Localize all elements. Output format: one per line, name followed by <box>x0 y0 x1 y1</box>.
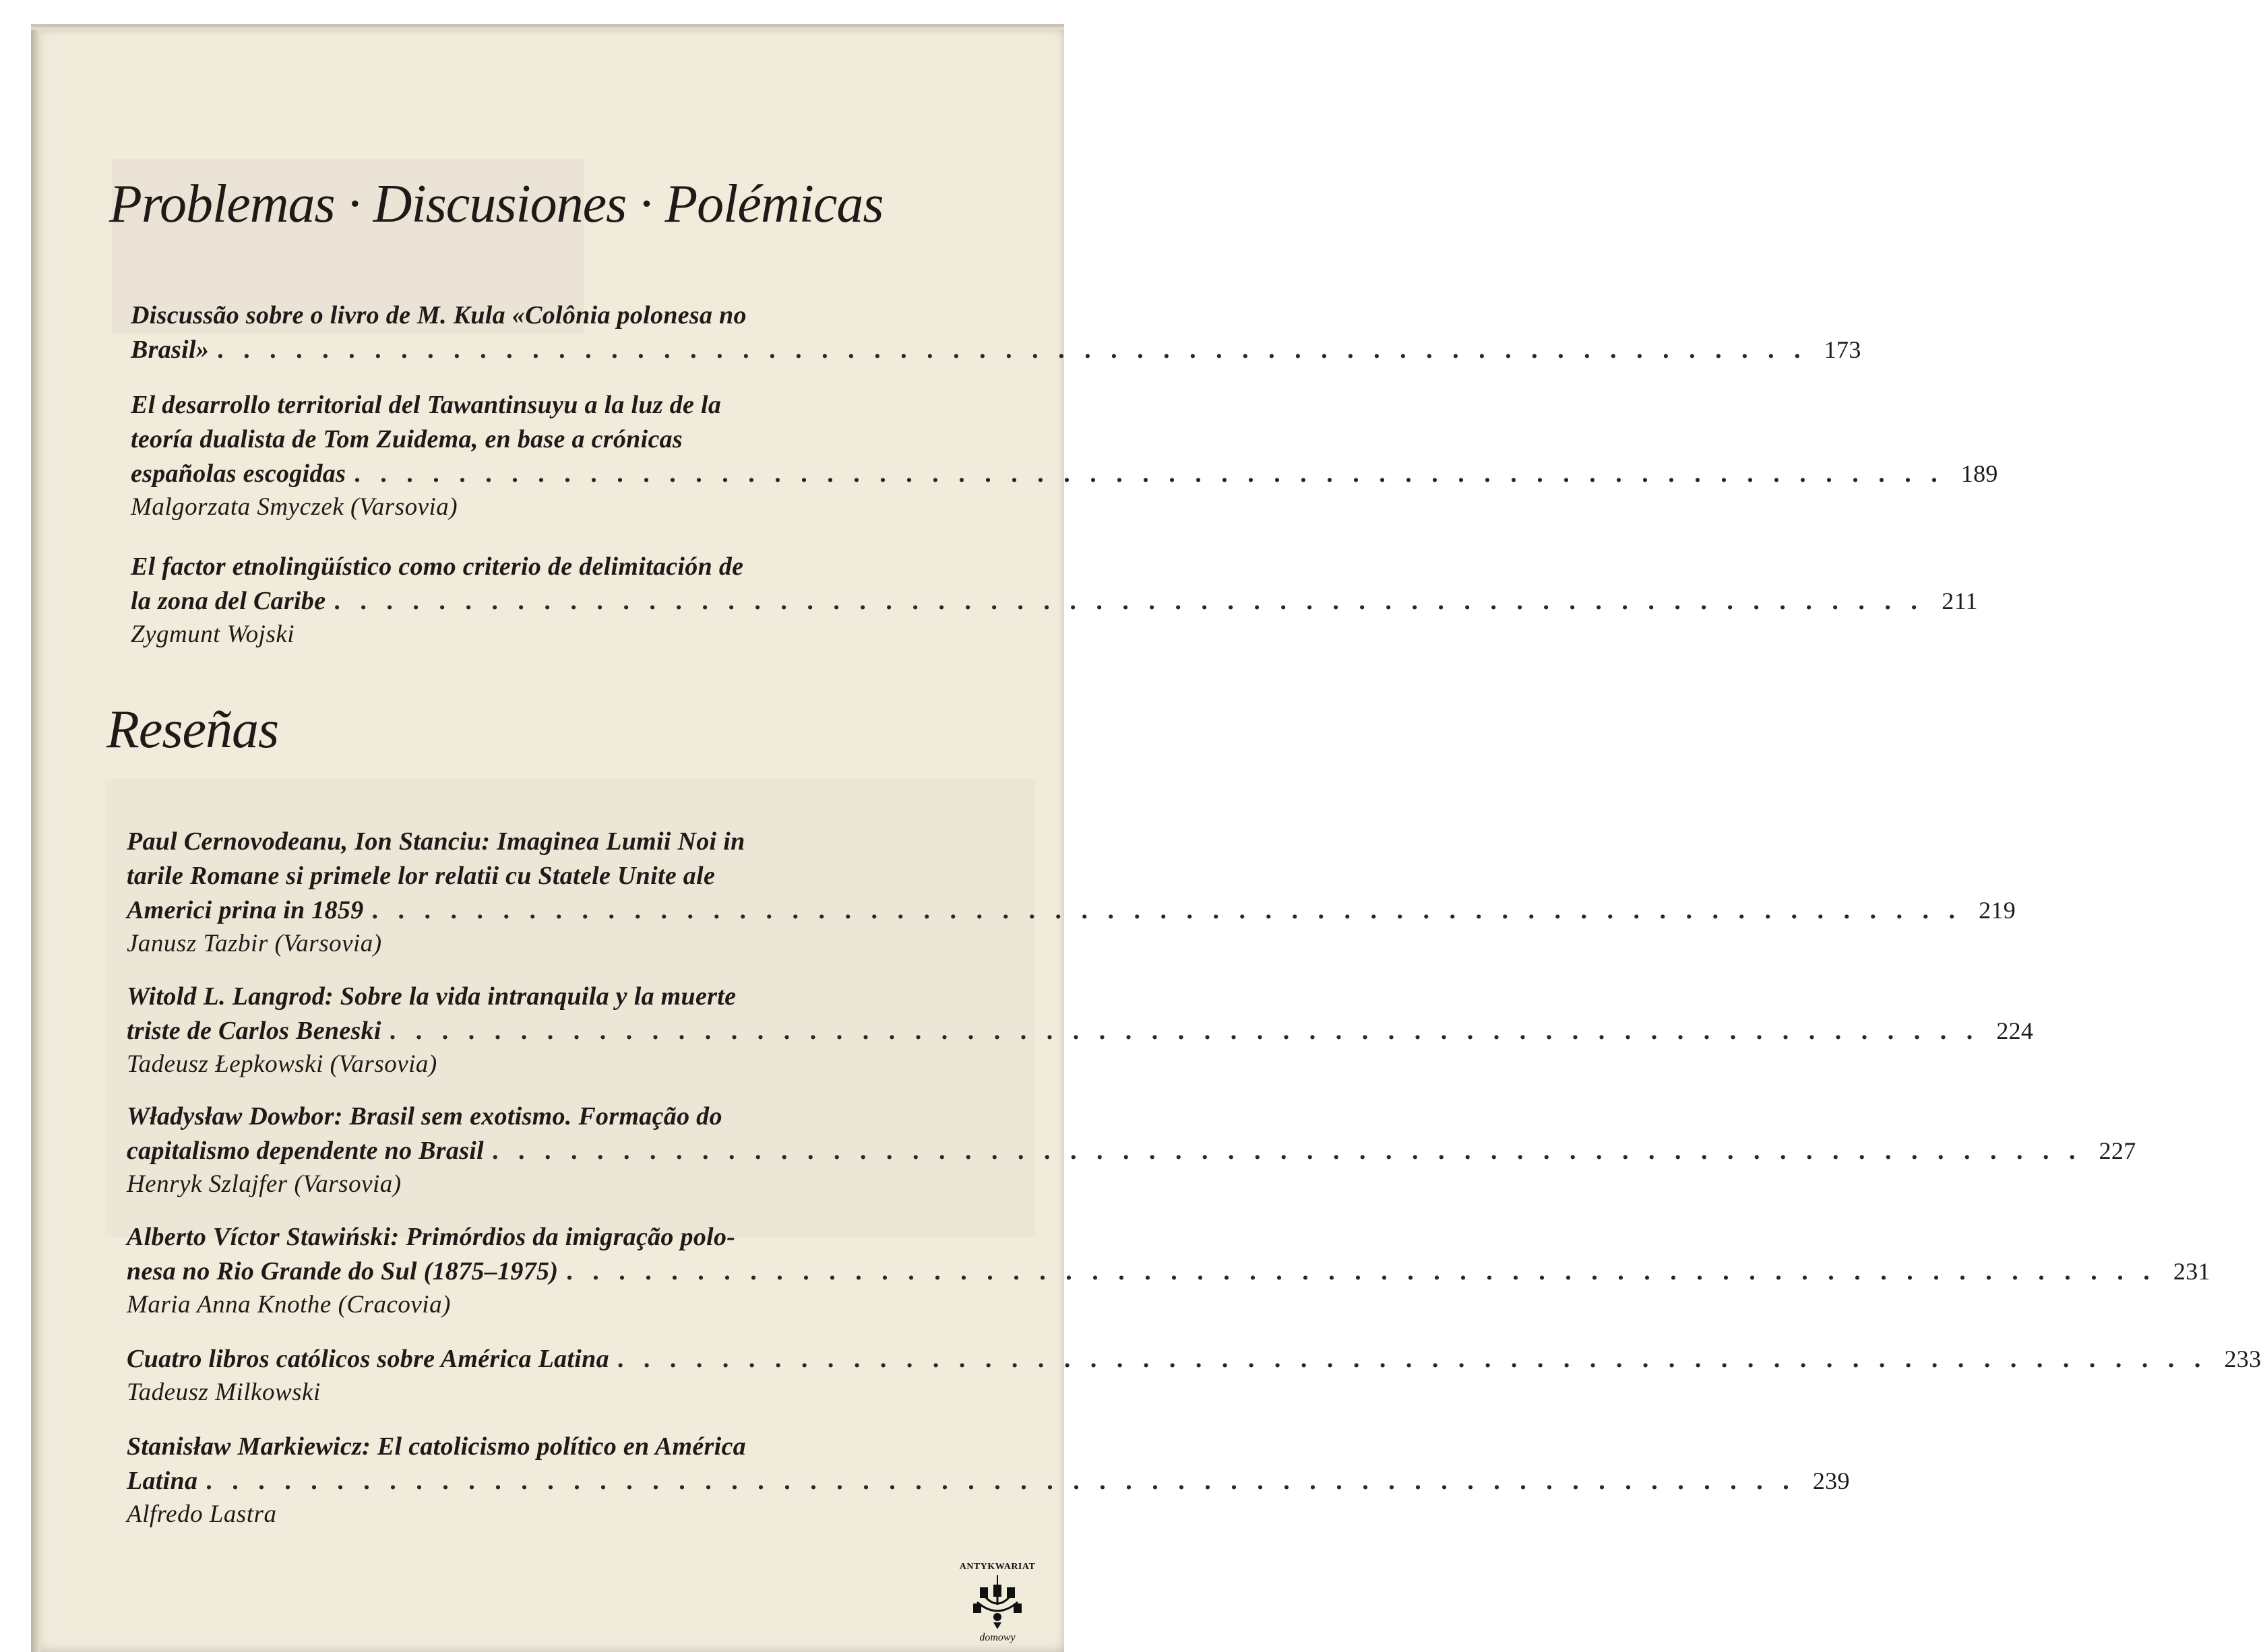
entry-title-last-line <box>131 584 1978 618</box>
entry-title-line: Stanisław Markiewicz: El catolicismo político en América <box>127 1432 746 1461</box>
chandelier-icon <box>970 1575 1024 1632</box>
section-title-problemas: Problemas · Discusiones · Polémicas <box>109 174 884 234</box>
page-number: 233 <box>2224 1345 2261 1372</box>
entry-title-text: Cuatro libros católicos sobre América Latina <box>127 1345 609 1373</box>
entry-author: Janusz Tazbir (Varsovia) <box>127 930 382 957</box>
dot-leader: . . . . . . . . . . . . . . . . . . . . . . . . . . . . . . . . . . . . . . . . . . . . . . . . . . . . . . . . . . . . . <box>354 459 1944 488</box>
entry-title-line: Discussão sobre o livro de M. Kula «Colônia polonesa no <box>131 301 747 329</box>
dot-leader: . . . . . . . . . . . . . . . . . . . . . . . . . . . . . . . . . . . . . . . . . . . . . . . . . . . . . . . . . . . . . <box>566 1257 2157 1285</box>
dot-leader: . . . . . . . . . . . . . . . . . . . . . . . . . . . . . . . . . . . . . . . . . . . . . . . . . . . . . . . . . . . . . <box>389 1017 1980 1045</box>
entry-title-last-line <box>127 1464 1850 1498</box>
page-number: 189 <box>1960 460 1998 487</box>
entry-title-line: El desarrollo territorial del Tawantinsuyu a la luz de la <box>131 391 722 419</box>
dot-leader: . . . . . . . . . . . . . . . . . . . . . . . . . . . . . . . . . . . . . . . . . . . . . . . . . . . . . . . . . . . . . <box>206 1467 1796 1495</box>
page-number: 211 <box>1942 587 1978 614</box>
page-number: 231 <box>2173 1258 2210 1285</box>
entry-author: Maria Anna Knothe (Cracovia) <box>127 1291 451 1319</box>
toc-entry-etnolinguistico[interactable] <box>131 550 1978 651</box>
dot-leader: . . . . . . . . . . . . . . . . . . . . . . . . . . . . . . . . . . . . . . . . . . . . . . . . . . . . . . . . . . . . . <box>217 336 1807 364</box>
toc-entry-tawantinsuyu[interactable] <box>131 388 1998 523</box>
dot-leader: . . . . . . . . . . . . . . . . . . . . . . . . . . . . . . . . . . . . . . . . . . . . . . . . . . . . . . . . . . . . . <box>492 1137 2082 1165</box>
logo-subtitle: domowy <box>979 1632 1016 1643</box>
page-left-edge <box>31 24 40 1652</box>
page-number: 224 <box>1996 1017 2034 1044</box>
entry-title-text: Latina <box>127 1467 198 1495</box>
entry-title-last-line <box>127 1342 2261 1376</box>
toc-entry-stawinski[interactable] <box>127 1220 2210 1321</box>
page-number: 239 <box>1812 1467 1850 1494</box>
entry-title-line: Witold L. Langrod: Sobre la vida intranquila y la muerte <box>127 982 737 1011</box>
entry-author: Alfredo Lastra <box>127 1500 277 1528</box>
entry-title-line: El factor etnolingüístico como criterio de delimitación de <box>131 552 744 581</box>
page-top-edge <box>31 24 1064 30</box>
toc-entry-kula[interactable] <box>131 298 1861 367</box>
page-number: 227 <box>2099 1137 2136 1164</box>
toc-entry-dowbor[interactable] <box>127 1100 2136 1201</box>
section-title-resenas: Reseñas <box>106 700 279 759</box>
toc-entry-libros-catolicos[interactable] <box>127 1342 2261 1409</box>
entry-author: Tadeusz Łepkowski (Varsovia) <box>127 1050 437 1078</box>
entry-title-text: triste de Carlos Beneski <box>127 1017 381 1045</box>
dot-leader: . . . . . . . . . . . . . . . . . . . . . . . . . . . . . . . . . . . . . . . . . . . . . . . . . . . . . . . . . . . . . <box>617 1345 2208 1373</box>
entry-title-text: nesa no Rio Grande do Sul (1875–1975) <box>127 1257 559 1285</box>
entry-title-line: Alberto Víctor Stawiński: Primórdios da imigração polo- <box>127 1223 736 1251</box>
entry-title-line: Paul Cernovodeanu, Ion Stanciu: Imaginea Lumii Noi in <box>127 827 745 856</box>
entry-title-last-line <box>127 1134 2136 1168</box>
entry-title-last-line <box>127 893 2016 928</box>
entry-title-line: teoría dualista de Tom Zuidema, en base a crónicas <box>131 425 683 453</box>
entry-author: Tadeusz Milkowski <box>127 1378 321 1406</box>
entry-title-last-line <box>127 1254 2210 1289</box>
antykwariat-watermark-logo <box>943 1562 1051 1649</box>
entry-title-text: capitalismo dependente no Brasil <box>127 1137 485 1165</box>
entry-author: Malgorzata Smyczek (Varsovia) <box>131 493 458 521</box>
entry-title-last-line <box>131 457 1998 491</box>
entry-title-text: españolas escogidas <box>131 459 346 488</box>
page-number: 219 <box>1979 897 2016 924</box>
page-number: 173 <box>1824 336 1861 363</box>
toc-entry-cernovodeanu[interactable] <box>127 825 2016 960</box>
entry-title-text: Americi prina in 1859 <box>127 896 364 924</box>
dot-leader: . . . . . . . . . . . . . . . . . . . . . . . . . . . . . . . . . . . . . . . . . . . . . . . . . . . . . . . . . . . . . <box>334 587 1924 615</box>
entry-title-text: la zona del Caribe <box>131 587 326 615</box>
logo-name: ANTYKWARIAT <box>959 1562 1036 1572</box>
entry-title-last-line <box>127 1014 2034 1048</box>
entry-author: Zygmunt Wojski <box>131 621 295 648</box>
book-page <box>31 24 2261 1652</box>
entry-title-last-line <box>131 333 1861 367</box>
toc-entry-langrod[interactable] <box>127 980 2034 1081</box>
dot-leader: . . . . . . . . . . . . . . . . . . . . . . . . . . . . . . . . . . . . . . . . . . . . . . . . . . . . . . . . . . . . . <box>371 896 1962 924</box>
entry-author: Henryk Szlajfer (Varsovia) <box>127 1170 402 1198</box>
toc-entry-markiewicz[interactable] <box>127 1430 1850 1531</box>
entry-title-line: Władysław Dowbor: Brasil sem exotismo. Formação do <box>127 1102 722 1131</box>
entry-title-line: tarile Romane si primele lor relatii cu Statele Unite ale <box>127 862 716 890</box>
entry-title-text: Brasil» <box>131 336 210 364</box>
